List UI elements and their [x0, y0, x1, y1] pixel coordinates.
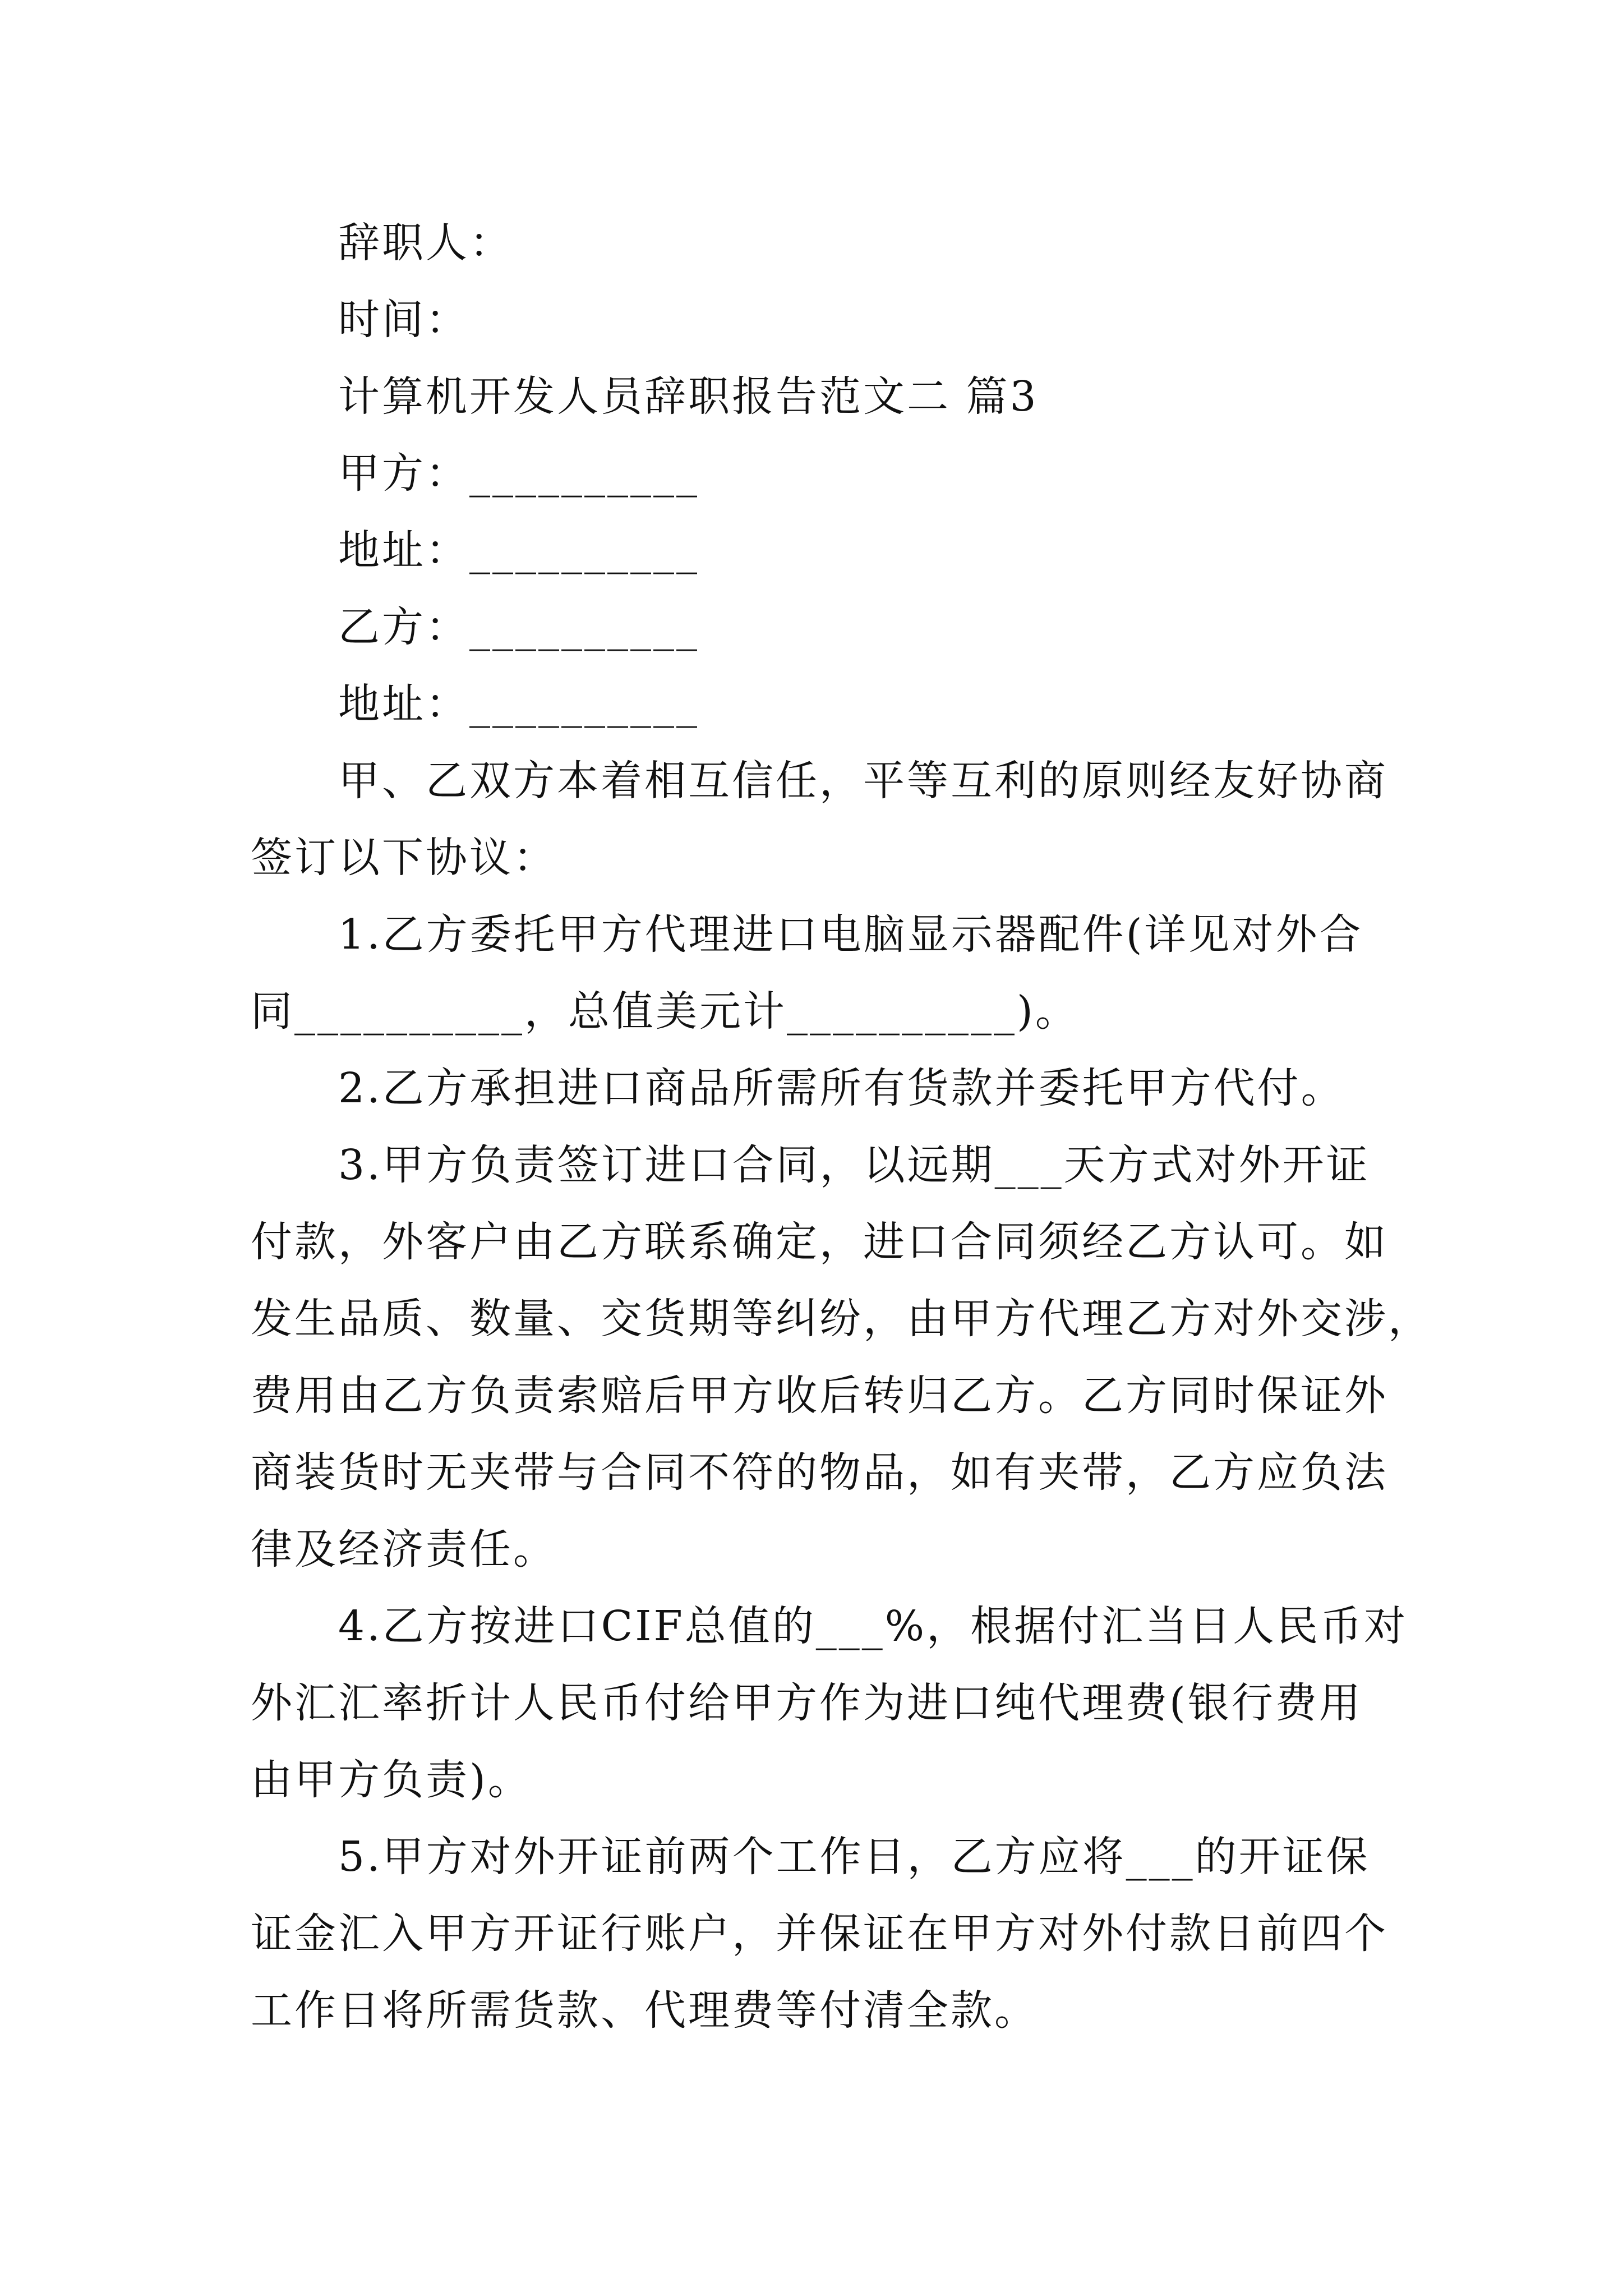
clause-4-line: 由甲方负责)。	[251, 1756, 532, 1804]
clause-5-line: 证金汇入甲方开证行账户，并保证在甲方对外付款日前四个	[251, 1910, 1388, 1958]
time-label: 时间：	[338, 296, 469, 344]
party-b-address-field: 地址：__________	[338, 680, 699, 728]
clause-3-line: 发生品质、数量、交货期等纠纷，由甲方代理乙方对外交涉，	[251, 1295, 1432, 1343]
party-b-field: 乙方：__________	[338, 603, 699, 651]
clause-3-line: 律及经济责任。	[251, 1525, 557, 1573]
clause-3-line: 3.甲方负责签订进口合同，以远期___天方式对外开证	[338, 1141, 1370, 1189]
intro-paragraph-line: 签订以下协议：	[251, 834, 557, 882]
section-heading: 计算机开发人员辞职报告范文二 篇3	[338, 372, 1039, 421]
clause-5-line: 工作日将所需货款、代理费等付清全款。	[251, 1986, 1038, 2035]
clause-4-line: 4.乙方按进口CIF总值的___%，根据付汇当日人民币对	[338, 1602, 1408, 1650]
intro-paragraph-line: 甲、乙双方本着相互信任，平等互利的原则经友好协商	[338, 757, 1388, 805]
clause-3-line: 付款，外客户由乙方联系确定，进口合同须经乙方认可。如	[251, 1218, 1388, 1266]
party-a-address-field: 地址：__________	[338, 526, 699, 574]
clause-5-line: 5.甲方对外开证前两个工作日，乙方应将___的开证保	[338, 1833, 1370, 1881]
clause-1-line: 1.乙方委托甲方代理进口电脑显示器配件(详见对外合	[338, 910, 1363, 959]
clause-1-line: 同__________，总值美元计__________)。	[251, 987, 1079, 1036]
clause-3-line: 商装货时无夹带与合同不符的物品，如有夹带，乙方应负法	[251, 1448, 1388, 1497]
clause-4-line: 外汇汇率折计人民币付给甲方作为进口纯代理费(银行费用	[251, 1679, 1363, 1727]
clause-2-line: 2.乙方承担进口商品所需所有货款并委托甲方代付。	[338, 1064, 1345, 1112]
resigner-label: 辞职人：	[338, 219, 513, 267]
party-a-field: 甲方：__________	[338, 449, 699, 498]
clause-3-line: 费用由乙方负责索赔后甲方收后转归乙方。乙方同时保证外	[251, 1372, 1388, 1420]
